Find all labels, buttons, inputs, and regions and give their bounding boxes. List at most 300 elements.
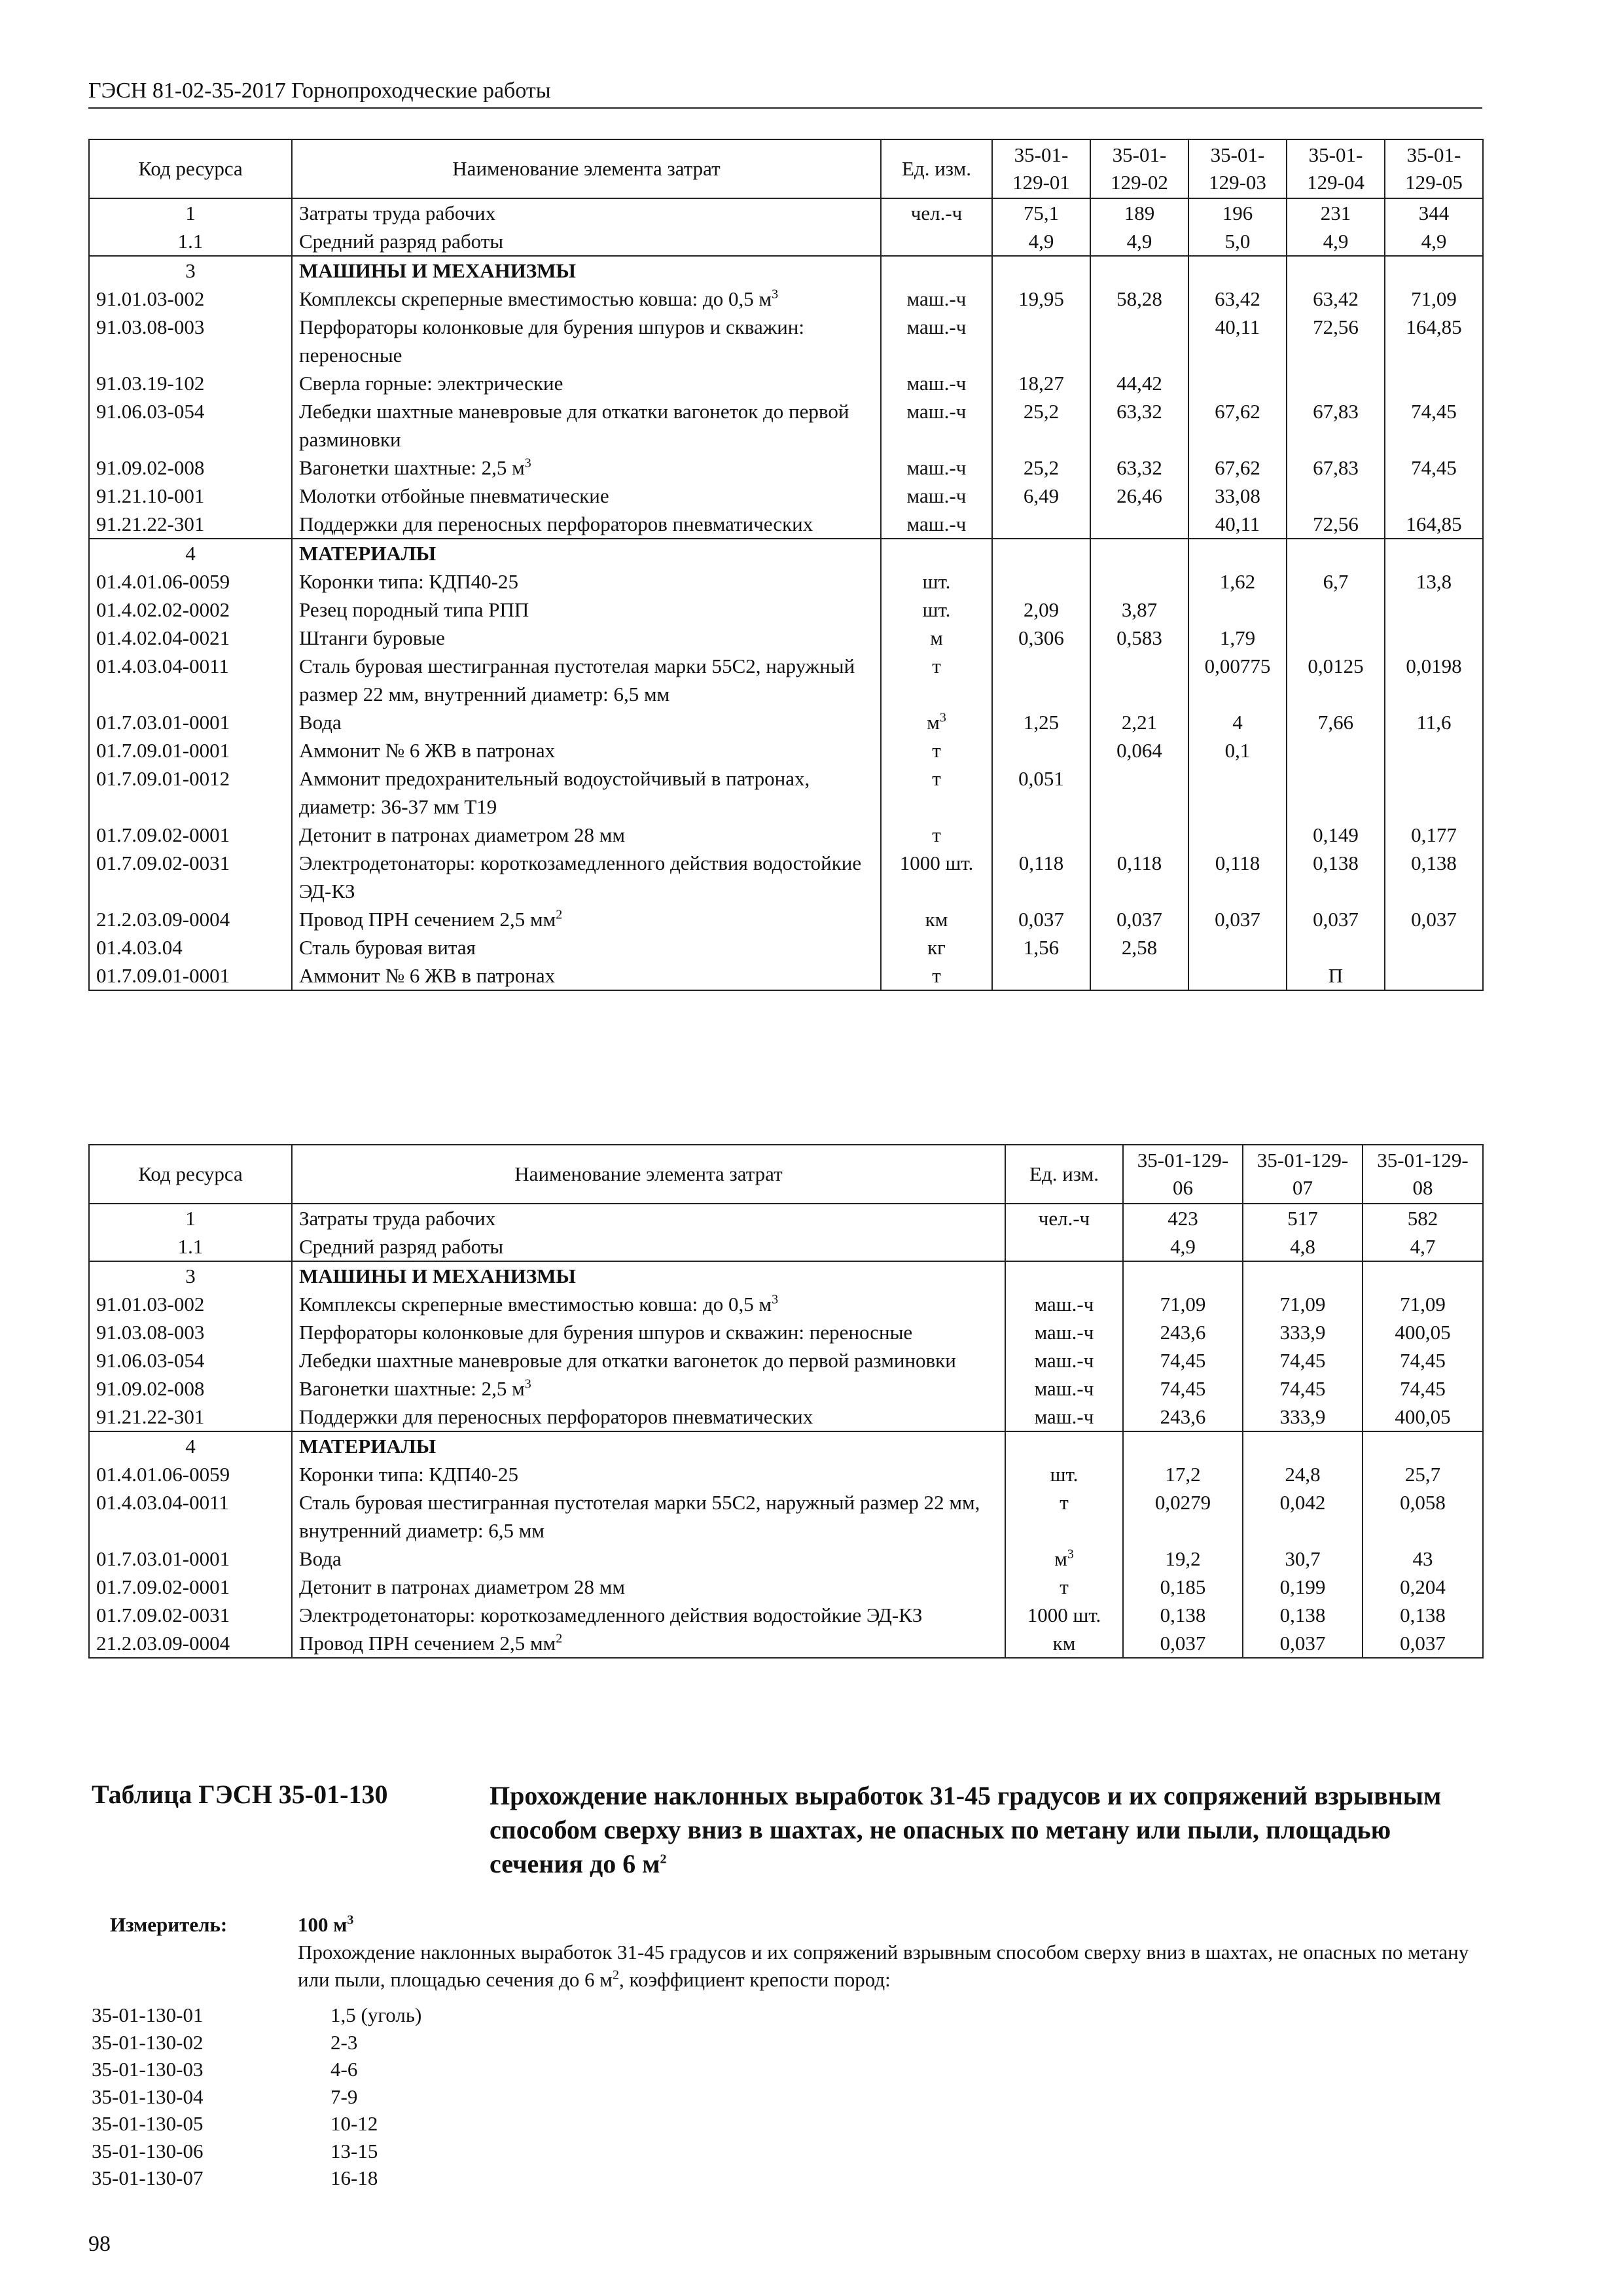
resource-value (1385, 961, 1483, 990)
resource-unit-text: шт. (922, 570, 951, 593)
resource-name (292, 1261, 1005, 1290)
resource-unit (1005, 1629, 1123, 1658)
resource-code: 91.21.10-001 (89, 482, 292, 510)
resource-value: 0,177 (1385, 821, 1483, 849)
rate-code: 35-01-130-06 (92, 2139, 204, 2162)
measure-value-text: 100 м (298, 1913, 348, 1936)
resource-unit-text: маш.-ч (1034, 1405, 1094, 1428)
resource-value (1188, 764, 1287, 821)
resource-value: 0,0125 (1287, 652, 1385, 708)
resource-unit-text: т (932, 823, 941, 846)
resource-name (292, 905, 881, 933)
resource-unit (881, 227, 992, 256)
resource-name-text: Средний разряд работы (299, 1235, 504, 1258)
resource-name-text: Перфораторы колонковые для бурения шпуров и скважин: переносные (299, 315, 805, 367)
table-row (89, 285, 1483, 313)
resource-value: 40,11 (1188, 510, 1287, 539)
resource-name (292, 1629, 1005, 1658)
resource-unit (1005, 1488, 1123, 1545)
resource-code: 01.7.09.02-0001 (89, 821, 292, 849)
header-rule (88, 107, 1482, 109)
resource-name-text: Сверла горные: электрические (299, 372, 563, 395)
resource-value (1287, 933, 1385, 961)
resource-value (1287, 256, 1385, 285)
resource-unit-text: чел.-ч (1038, 1207, 1090, 1230)
resource-name (292, 849, 881, 905)
resource-value (1188, 596, 1287, 624)
resource-unit-sup: 3 (1067, 1547, 1074, 1562)
resource-name (292, 313, 881, 369)
resource-value: 4 (1188, 708, 1287, 736)
rate-code-value: 10-12 (330, 2112, 378, 2135)
resource-name (292, 652, 881, 708)
measure-description (298, 1939, 1489, 1994)
table-row (89, 1261, 1483, 1290)
rate-code-value: 16-18 (330, 2166, 378, 2189)
resource-name (292, 764, 881, 821)
resource-value: 25,7 (1363, 1460, 1483, 1488)
rate-code: 35-01-130-05 (92, 2112, 204, 2135)
resource-value: 0,037 (1363, 1629, 1483, 1658)
resource-unit-text: маш.-ч (1034, 1349, 1094, 1372)
table-row (89, 1601, 1483, 1629)
resource-name (292, 624, 881, 652)
resource-name-text: МАТЕРИАЛЫ (299, 542, 437, 565)
resource-name-text: Лебедки шахтные маневровые для откатки вагонеток до первой разминовки (299, 400, 849, 451)
resource-value: 164,85 (1385, 313, 1483, 369)
resource-unit (881, 510, 992, 539)
resource-value: 67,62 (1188, 397, 1287, 454)
col-header-rate: 35-01-129-05 (1385, 139, 1483, 198)
resource-value: 400,05 (1363, 1318, 1483, 1346)
resource-code: 3 (89, 1261, 292, 1290)
resource-name (292, 821, 881, 849)
table-row (89, 198, 1483, 227)
resource-name-text: Средний разряд работы (299, 230, 504, 253)
resource-code: 01.4.02.02-0002 (89, 596, 292, 624)
table-row (89, 256, 1483, 285)
resource-value: 67,83 (1287, 397, 1385, 454)
resource-value: 0,037 (1090, 905, 1188, 933)
resource-value: 71,09 (1363, 1290, 1483, 1318)
resource-value (1188, 369, 1287, 397)
resource-code: 01.4.01.06-0059 (89, 567, 292, 596)
resource-value: 74,45 (1385, 397, 1483, 454)
resource-unit (1005, 1573, 1123, 1601)
page-number: 98 (88, 2232, 111, 2256)
resource-value (1287, 764, 1385, 821)
resource-value: 67,62 (1188, 454, 1287, 482)
resource-value (1385, 369, 1483, 397)
resource-code: 01.4.03.04-0011 (89, 652, 292, 708)
resource-value (1188, 539, 1287, 567)
resource-value (1385, 596, 1483, 624)
resource-name-sup: 3 (524, 456, 531, 471)
resource-value (1385, 736, 1483, 764)
resource-name (292, 369, 881, 397)
resource-unit-text: м (930, 626, 943, 649)
table-row (89, 1318, 1483, 1346)
resource-value: 0,1 (1188, 736, 1287, 764)
resource-value: 0,138 (1123, 1601, 1243, 1629)
rate-code-value: 7-9 (330, 2085, 358, 2108)
table-title-sup: 2 (660, 1852, 667, 1867)
resource-value (992, 821, 1090, 849)
resource-unit (881, 849, 992, 905)
resource-value: 0,149 (1287, 821, 1385, 849)
resource-name (292, 510, 881, 539)
resource-unit (1005, 1204, 1123, 1232)
resource-name (292, 1204, 1005, 1232)
resource-name-text: Затраты труда рабочих (299, 1207, 496, 1230)
resource-value: 40,11 (1188, 313, 1287, 369)
col-header-rate: 35-01-129-04 (1287, 139, 1385, 198)
resource-value: 0,118 (1188, 849, 1287, 905)
table-body (89, 198, 1483, 990)
resource-unit-text: шт. (1050, 1463, 1079, 1486)
resource-value (992, 652, 1090, 708)
resource-unit (1005, 1290, 1123, 1318)
resource-unit-text: маш.-ч (906, 512, 967, 535)
resource-unit (881, 256, 992, 285)
resource-value: 11,6 (1385, 708, 1483, 736)
table-row (89, 1403, 1483, 1431)
resource-unit (881, 285, 992, 313)
resource-name (292, 567, 881, 596)
resource-value: 1,25 (992, 708, 1090, 736)
resource-name (292, 1346, 1005, 1374)
rate-code-row (92, 2164, 615, 2192)
resource-value: 0,185 (1123, 1573, 1243, 1601)
resource-code: 91.21.22-301 (89, 1403, 292, 1431)
resource-code: 91.01.03-002 (89, 285, 292, 313)
resource-unit-text: км (925, 908, 948, 931)
resource-value: 189 (1090, 198, 1188, 227)
table-row (89, 1629, 1483, 1658)
table-row (89, 821, 1483, 849)
resource-unit (881, 961, 992, 990)
resource-value (1287, 369, 1385, 397)
table-body (89, 1204, 1483, 1658)
measure-desc-b: , коэффициент крепости пород: (618, 1968, 891, 1991)
rate-code-row (92, 2138, 615, 2165)
resource-value: 13,8 (1385, 567, 1483, 596)
table-row (89, 1431, 1483, 1460)
resource-unit (881, 933, 992, 961)
resource-unit (1005, 1261, 1123, 1290)
resource-unit (1005, 1601, 1123, 1629)
resource-value: 74,45 (1123, 1374, 1243, 1403)
resource-name (292, 736, 881, 764)
resource-name (292, 285, 881, 313)
table-row (89, 1290, 1483, 1318)
resource-value (1385, 256, 1483, 285)
resource-value: 0,058 (1363, 1488, 1483, 1545)
resource-name-text: Комплексы скреперные вместимостью ковша: до 0,5 м (299, 1293, 772, 1316)
resource-value (992, 567, 1090, 596)
rate-code-value: 1,5 (уголь) (330, 2003, 422, 2026)
resource-unit-text: км (1052, 1632, 1076, 1655)
resource-value: 72,56 (1287, 313, 1385, 369)
resource-value: 0,138 (1385, 849, 1483, 905)
col-header-rate: 35-01-129-03 (1188, 139, 1287, 198)
resource-value: 74,45 (1243, 1346, 1363, 1374)
col-header-code: Код ресурса (89, 139, 292, 198)
resource-value: 333,9 (1243, 1318, 1363, 1346)
resource-value (1090, 764, 1188, 821)
resource-value (1090, 539, 1188, 567)
resource-value (992, 510, 1090, 539)
resource-code: 01.7.03.01-0001 (89, 708, 292, 736)
resource-name-text: Вагонетки шахтные: 2,5 м (299, 1377, 525, 1400)
resource-value: 4,9 (992, 227, 1090, 256)
resource-value (992, 961, 1090, 990)
resource-value: 1,56 (992, 933, 1090, 961)
resource-value: П (1287, 961, 1385, 990)
resource-value (1243, 1261, 1363, 1290)
resource-value: 4,9 (1385, 227, 1483, 256)
resource-value: 63,42 (1287, 285, 1385, 313)
resource-name (292, 1573, 1005, 1601)
resource-value: 0,199 (1243, 1573, 1363, 1601)
rate-code: 35-01-130-03 (92, 2058, 204, 2081)
resource-code: 91.21.22-301 (89, 510, 292, 539)
resource-value: 19,2 (1123, 1545, 1243, 1573)
resource-value: 25,2 (992, 454, 1090, 482)
resource-code: 01.4.03.04-0011 (89, 1488, 292, 1545)
table-row (89, 397, 1483, 454)
resource-code: 91.01.03-002 (89, 1290, 292, 1318)
resource-name (292, 1374, 1005, 1403)
resource-value (1287, 539, 1385, 567)
resource-unit (1005, 1545, 1123, 1573)
resource-unit (881, 482, 992, 510)
table-row (89, 567, 1483, 596)
resource-name (292, 397, 881, 454)
resource-code: 4 (89, 539, 292, 567)
resource-value: 74,45 (1385, 454, 1483, 482)
resource-code: 01.7.09.02-0031 (89, 849, 292, 905)
resource-name-sup: 3 (772, 1292, 779, 1307)
resource-unit (881, 596, 992, 624)
table-row (89, 708, 1483, 736)
resource-value: 75,1 (992, 198, 1090, 227)
table-row (89, 1232, 1483, 1261)
resource-name (292, 1290, 1005, 1318)
resource-unit-text: маш.-ч (906, 400, 967, 423)
resource-code: 1.1 (89, 1232, 292, 1261)
resource-name (292, 482, 881, 510)
rate-code-value: 13-15 (330, 2139, 378, 2162)
resource-unit (881, 764, 992, 821)
resource-value: 1,79 (1188, 624, 1287, 652)
resource-value: 0,037 (992, 905, 1090, 933)
resource-unit (881, 198, 992, 227)
resource-value (1385, 482, 1483, 510)
resource-unit-text: маш.-ч (1034, 1377, 1094, 1400)
resource-value: 4,9 (1287, 227, 1385, 256)
resource-value (992, 313, 1090, 369)
resource-code: 91.03.19-102 (89, 369, 292, 397)
resource-value: 4,8 (1243, 1232, 1363, 1261)
resource-unit-text: чел.-ч (910, 202, 963, 224)
resource-value: 74,45 (1363, 1346, 1483, 1374)
resource-value (1363, 1261, 1483, 1290)
table-title-text: Прохождение наклонных выработок 31-45 градусов и их сопряжений взрывным способом сверху вниз в шахтах, не опасных по метану или пыли, площадью сечения до 6 м (490, 1781, 1442, 1878)
resource-value: 164,85 (1385, 510, 1483, 539)
resource-name-text: Аммонит № 6 ЖВ в патронах (299, 739, 556, 762)
measure-desc-a: Прохождение наклонных выработок 31-45 градусов и их сопряжений взрывным способом сверху вниз в шахтах, не опасных по метану или пыли, площадью сечения до 6 м (298, 1941, 1469, 1991)
resource-value (992, 256, 1090, 285)
resource-value (1090, 652, 1188, 708)
resource-name-sup: 3 (772, 287, 779, 302)
resource-name-text: Вода (299, 711, 342, 734)
resource-unit-text: маш.-ч (906, 372, 967, 395)
resource-value: 243,6 (1123, 1318, 1243, 1346)
resource-value: 231 (1287, 198, 1385, 227)
resource-code: 4 (89, 1431, 292, 1460)
resource-name (292, 198, 881, 227)
resource-name-text: МАШИНЫ И МЕХАНИЗМЫ (299, 259, 576, 282)
col-header-name: Наименование элемента затрат (292, 139, 881, 198)
resource-name (292, 961, 881, 990)
table-row (89, 933, 1483, 961)
resource-value (1188, 821, 1287, 849)
resource-name (292, 1488, 1005, 1545)
resource-name-text: Комплексы скреперные вместимостью ковша: до 0,5 м (299, 287, 772, 310)
resource-value: 0,138 (1287, 849, 1385, 905)
resource-value: 0,037 (1188, 905, 1287, 933)
resource-value: 25,2 (992, 397, 1090, 454)
measure-value-sup: 3 (347, 1912, 354, 1928)
table-row (89, 652, 1483, 708)
resource-unit-text: маш.-ч (906, 287, 967, 310)
resource-name (292, 1545, 1005, 1573)
table-row (89, 454, 1483, 482)
resource-value: 0,0198 (1385, 652, 1483, 708)
resource-value (1123, 1431, 1243, 1460)
page-header: ГЭСН 81-02-35-2017 Горнопроходческие работы (88, 79, 551, 103)
resource-name (292, 933, 881, 961)
col-header-rate: 35-01-129-08 (1363, 1145, 1483, 1204)
resource-value (1188, 961, 1287, 990)
resource-code: 91.03.08-003 (89, 1318, 292, 1346)
col-header-rate: 35-01-129-02 (1090, 139, 1188, 198)
resource-value (1385, 933, 1483, 961)
resource-name-text: Вода (299, 1547, 342, 1570)
rate-code-row (92, 2001, 615, 2029)
resource-value: 400,05 (1363, 1403, 1483, 1431)
resource-unit (881, 567, 992, 596)
col-header-rate: 35-01-129-07 (1243, 1145, 1363, 1204)
resource-name-text: Резец породный типа РПП (299, 598, 529, 621)
table-row (89, 227, 1483, 256)
resource-value: 44,42 (1090, 369, 1188, 397)
resource-name-text: Коронки типа: КДП40-25 (299, 1463, 519, 1486)
resource-code: 91.09.02-008 (89, 1374, 292, 1403)
resource-unit (1005, 1403, 1123, 1431)
resource-value (1287, 482, 1385, 510)
resource-name-text: Коронки типа: КДП40-25 (299, 570, 519, 593)
resource-unit (1005, 1232, 1123, 1261)
resource-value: 0,138 (1243, 1601, 1363, 1629)
resource-value: 6,49 (992, 482, 1090, 510)
resource-value: 423 (1123, 1204, 1243, 1232)
resource-name-text: Молотки отбойные пневматические (299, 484, 609, 507)
resource-value: 74,45 (1243, 1374, 1363, 1403)
col-header-code: Код ресурса (89, 1145, 292, 1204)
resource-name-text: Поддержки для переносных перфораторов пневматических (299, 1405, 813, 1428)
resource-value: 67,83 (1287, 454, 1385, 482)
col-header-rate: 35-01-129-06 (1123, 1145, 1243, 1204)
rate-code: 35-01-130-02 (92, 2030, 204, 2054)
rate-code-row (92, 2083, 615, 2111)
resource-code: 01.4.01.06-0059 (89, 1460, 292, 1488)
resource-value: 582 (1363, 1204, 1483, 1232)
resource-value: 0,0279 (1123, 1488, 1243, 1545)
resource-code: 1 (89, 1204, 292, 1232)
resource-name (292, 1403, 1005, 1431)
resource-value (1385, 539, 1483, 567)
resource-name-text: Электродетонаторы: короткозамедленного действия водостойкие ЭД-КЗ (299, 852, 862, 903)
resource-unit (881, 708, 992, 736)
resource-value (1188, 256, 1287, 285)
resource-value (1385, 624, 1483, 652)
rate-code-row (92, 2110, 615, 2138)
resource-value: 333,9 (1243, 1403, 1363, 1431)
resource-value: 0,118 (992, 849, 1090, 905)
resource-value: 0,037 (1385, 905, 1483, 933)
resource-unit (1005, 1460, 1123, 1488)
resource-value (1188, 933, 1287, 961)
resource-value: 17,2 (1123, 1460, 1243, 1488)
resource-value: 43 (1363, 1545, 1483, 1573)
table-row (89, 849, 1483, 905)
resource-value: 0,051 (992, 764, 1090, 821)
resource-value: 74,45 (1363, 1374, 1483, 1403)
rate-code-row (92, 2029, 615, 2056)
resource-unit-text: маш.-ч (906, 484, 967, 507)
rate-code: 35-01-130-04 (92, 2085, 204, 2108)
resource-value: 58,28 (1090, 285, 1188, 313)
resource-name (292, 1232, 1005, 1261)
resource-name-text: МАТЕРИАЛЫ (299, 1435, 437, 1458)
resource-unit-text: маш.-ч (906, 315, 967, 338)
resource-unit (881, 652, 992, 708)
resource-value: 0,204 (1363, 1573, 1483, 1601)
resource-code: 91.06.03-054 (89, 1346, 292, 1374)
resource-value: 63,32 (1090, 454, 1188, 482)
resource-value: 1,62 (1188, 567, 1287, 596)
resource-code: 01.7.03.01-0001 (89, 1545, 292, 1573)
resource-unit (881, 397, 992, 454)
resource-unit-text: т (1060, 1491, 1069, 1514)
col-header-unit: Ед. изм. (881, 139, 992, 198)
resource-value: 71,09 (1385, 285, 1483, 313)
resource-unit (1005, 1431, 1123, 1460)
rate-code-value: 2-3 (330, 2030, 358, 2054)
table-row (89, 596, 1483, 624)
resource-name (292, 1431, 1005, 1460)
resource-unit-text: шт. (922, 598, 951, 621)
resource-name-text: Вагонетки шахтные: 2,5 м (299, 456, 525, 479)
resource-name-text: Детонит в патронах диаметром 28 мм (299, 1575, 626, 1598)
resource-unit (881, 736, 992, 764)
table-row (89, 539, 1483, 567)
resource-unit (881, 369, 992, 397)
table-row (89, 1460, 1483, 1488)
table-row (89, 1204, 1483, 1232)
